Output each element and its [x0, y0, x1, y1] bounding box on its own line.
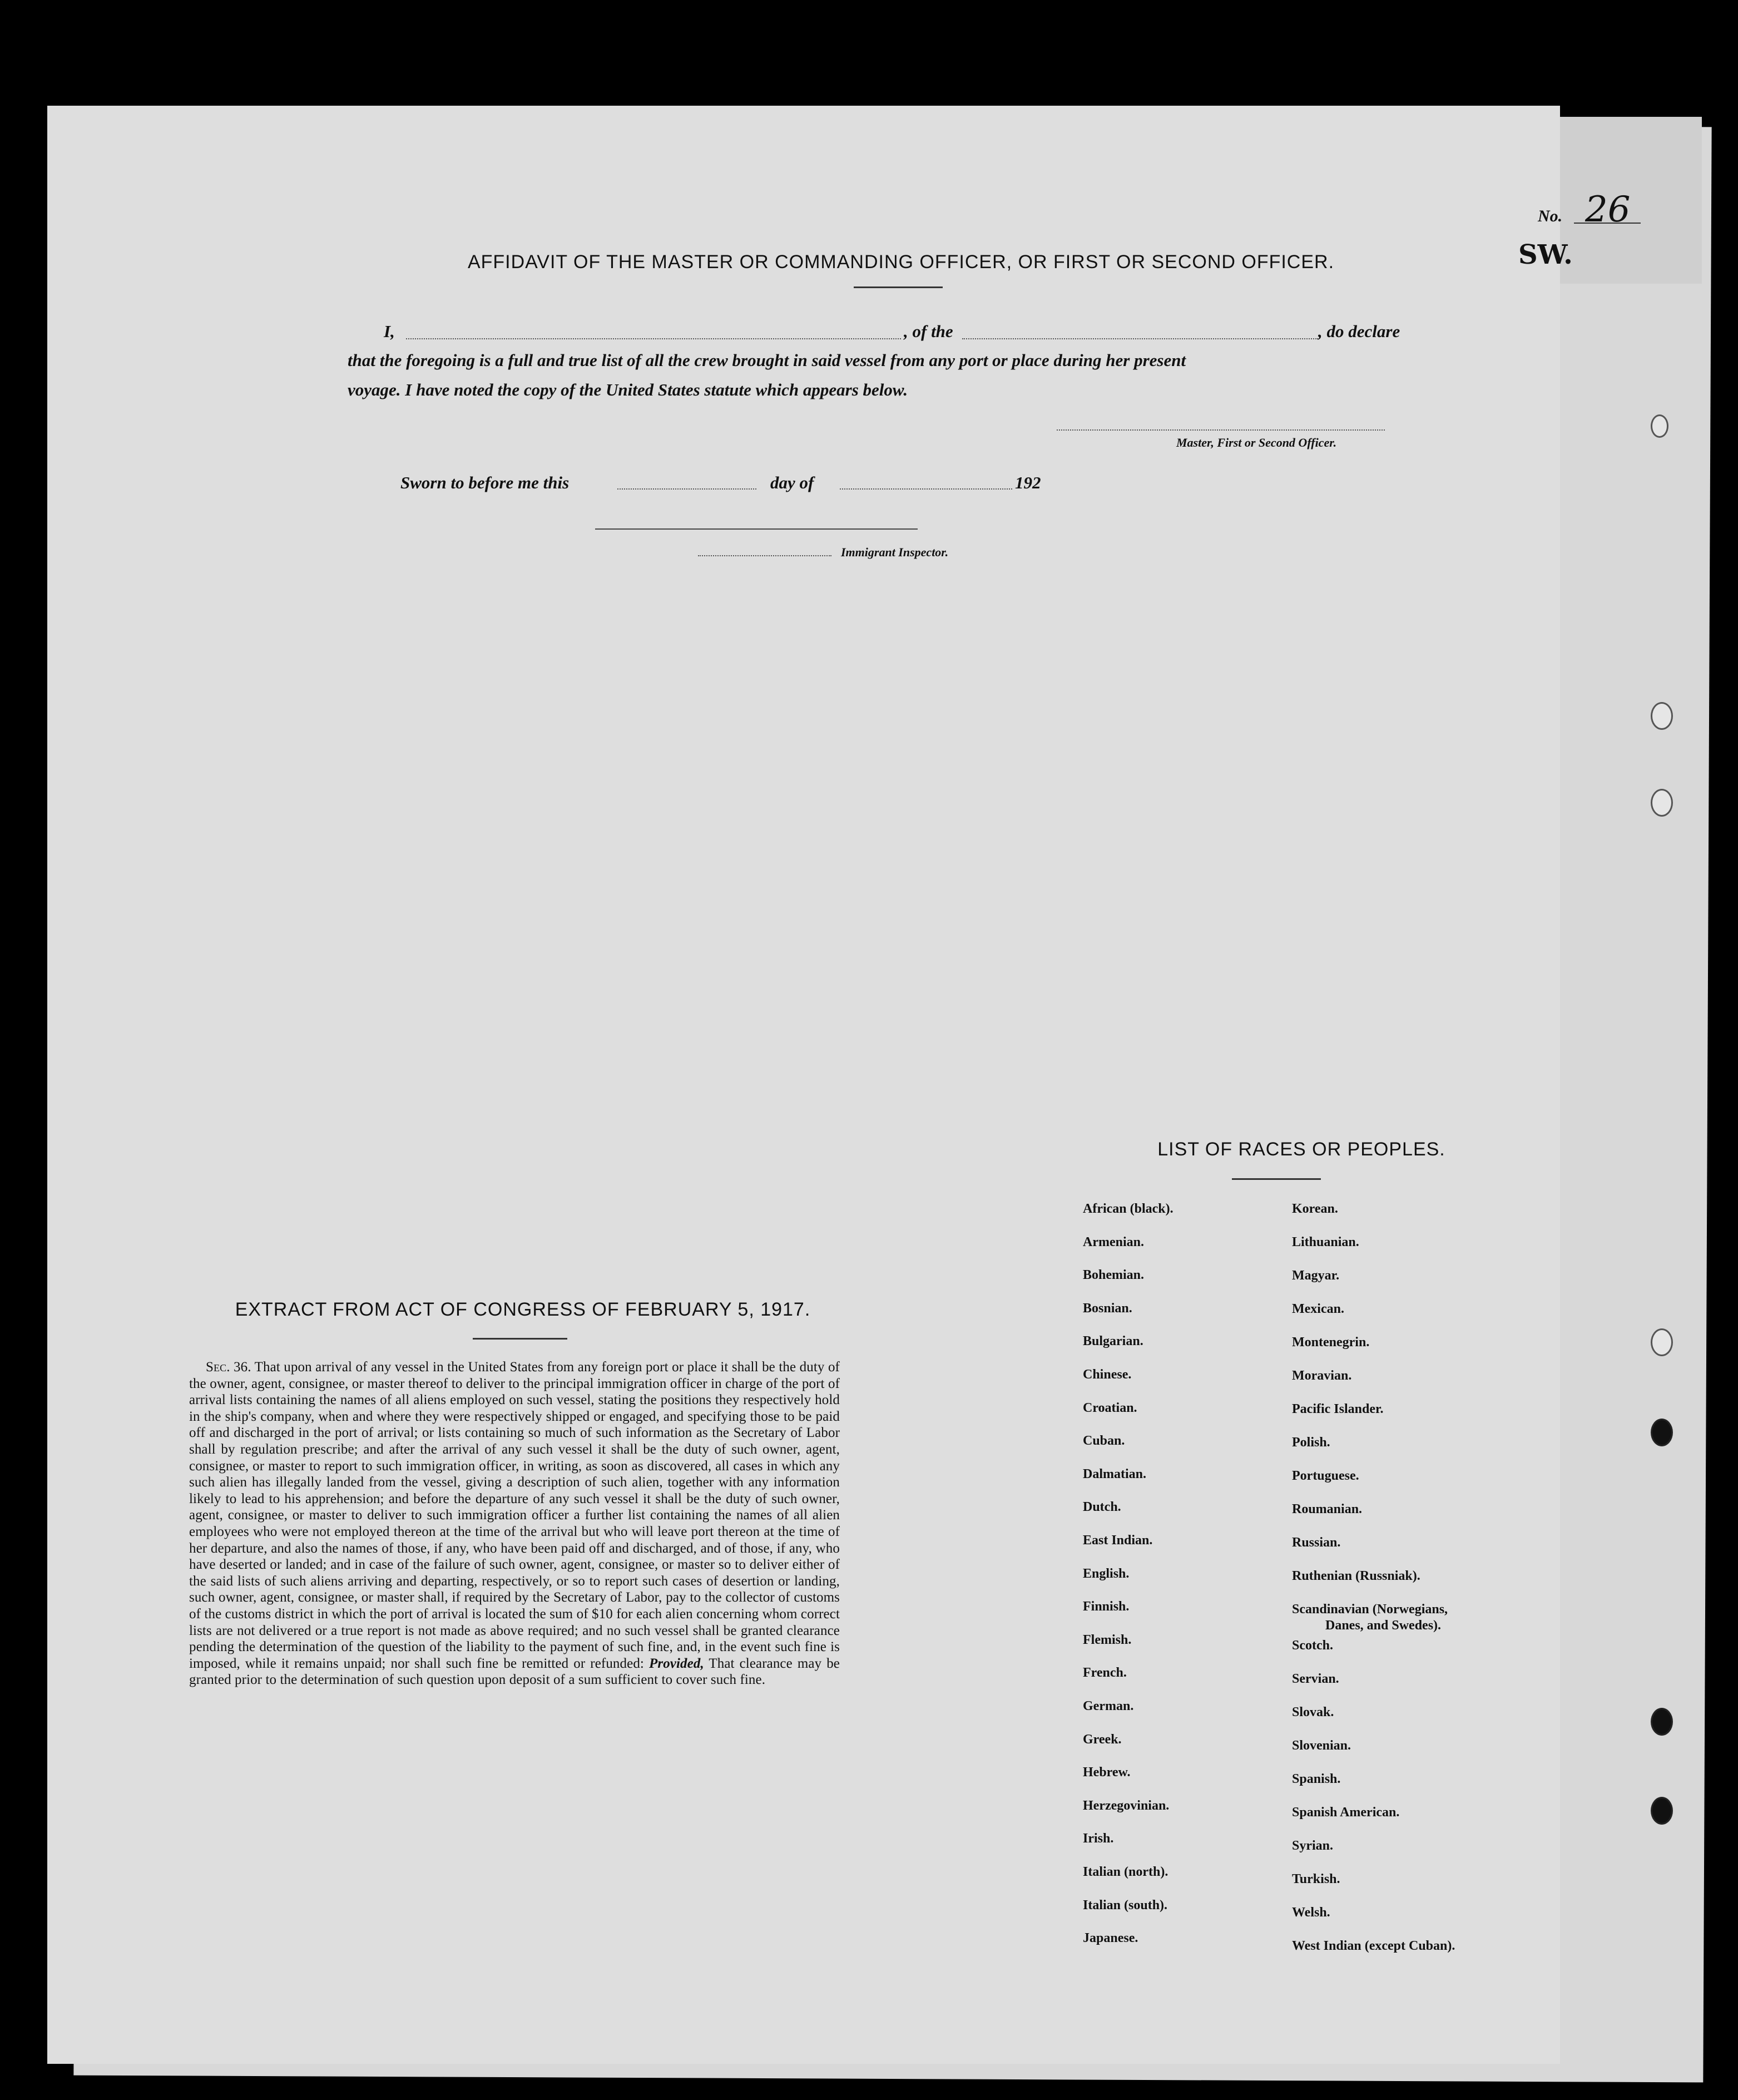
- race-item: Japanese.: [1083, 1931, 1138, 1945]
- vessel-field-line: [962, 338, 1318, 339]
- race-item: Servian.: [1292, 1672, 1339, 1686]
- race-item: Herzegovinian.: [1083, 1798, 1170, 1813]
- binder-hole: [1651, 1419, 1673, 1446]
- race-item: Moravian.: [1292, 1368, 1352, 1383]
- binder-hole: [1651, 789, 1673, 817]
- binder-hole: [1651, 1708, 1673, 1736]
- signature-line: [1057, 429, 1385, 431]
- sworn-month-line: [840, 488, 1012, 490]
- race-item: West Indian (except Cuban).: [1292, 1939, 1455, 1953]
- page-number-label: No.: [1538, 207, 1563, 225]
- affidavit-title-rule: [854, 286, 943, 288]
- race-item: Mexican.: [1292, 1302, 1344, 1316]
- race-item: Spanish.: [1292, 1772, 1341, 1786]
- extract-body: [189, 1359, 840, 1688]
- signature-caption: Master, First or Second Officer.: [1176, 436, 1337, 449]
- race-item: English.: [1083, 1567, 1130, 1581]
- binder-hole: [1651, 414, 1668, 438]
- race-item: German.: [1083, 1699, 1134, 1713]
- extract-proviso-label: Provided,: [649, 1656, 704, 1671]
- races-title: LIST OF RACES OR PEOPLES.: [1157, 1139, 1445, 1160]
- affidavit-do-declare: , do declare: [1318, 322, 1400, 341]
- inspector-signature-line: [595, 528, 918, 530]
- race-item: Pacific Islander.: [1292, 1402, 1384, 1416]
- race-item: French.: [1083, 1666, 1127, 1680]
- sworn-prefix: Sworn to before me this: [400, 473, 570, 492]
- race-item: Bohemian.: [1083, 1268, 1145, 1282]
- race-item: Lithuanian.: [1292, 1235, 1359, 1249]
- sworn-day-line: [617, 488, 756, 490]
- race-item: Slovenian.: [1292, 1738, 1351, 1753]
- race-item: Greek.: [1083, 1732, 1122, 1747]
- race-item: Danes, and Swedes).: [1325, 1618, 1442, 1633]
- binder-hole: [1651, 1797, 1673, 1825]
- race-item: Welsh.: [1292, 1905, 1330, 1920]
- race-item: Korean.: [1292, 1202, 1338, 1216]
- race-item: Ruthenian (Russniak).: [1292, 1569, 1420, 1583]
- race-item: Italian (north).: [1083, 1865, 1168, 1879]
- extract-section-label: Sec. 36.: [206, 1360, 251, 1375]
- race-item: Turkish.: [1292, 1872, 1340, 1886]
- races-title-rule: [1232, 1178, 1321, 1180]
- race-item: Dalmatian.: [1083, 1467, 1146, 1481]
- race-item: Dutch.: [1083, 1500, 1121, 1514]
- race-item: Spanish American.: [1292, 1805, 1400, 1820]
- binder-hole: [1651, 1328, 1673, 1356]
- inspector-dotted-line: [698, 555, 831, 556]
- extract-title-rule: [473, 1338, 567, 1340]
- affidavit-statement-line2: voyage. I have noted the copy of the United States statute which appears below.: [348, 380, 908, 399]
- race-item: Roumanian.: [1292, 1502, 1363, 1516]
- name-field-line: [406, 338, 901, 339]
- race-item: Syrian.: [1292, 1839, 1334, 1853]
- race-item: Finnish.: [1083, 1599, 1130, 1614]
- affidavit-title: AFFIDAVIT OF THE MASTER OR COMMANDING OFFICER, OR FIRST OR SECOND OFFICER.: [467, 251, 1335, 273]
- sworn-day-of: day of: [770, 473, 814, 492]
- race-item: Armenian.: [1083, 1235, 1144, 1249]
- affidavit-statement-line1: that the foregoing is a full and true list of all the crew brought in said vessel from any port or place during her present: [348, 350, 1186, 370]
- race-item: Italian (south).: [1083, 1898, 1168, 1913]
- race-item: East Indian.: [1083, 1533, 1153, 1548]
- race-item: Russian.: [1292, 1535, 1341, 1550]
- race-item: Montenegrin.: [1292, 1335, 1370, 1350]
- page-number-value: 26: [1585, 189, 1631, 230]
- race-item: Polish.: [1292, 1435, 1330, 1450]
- extract-proviso-text: That clearance may be granted prior to the determination of such question upon deposit of a sum sufficient to cover such fine.: [189, 1656, 840, 1688]
- affidavit-i: I,: [384, 322, 395, 341]
- race-item: Scotch.: [1292, 1638, 1333, 1653]
- page-number-underline: [1574, 223, 1641, 224]
- handwritten-mark: SW.: [1518, 239, 1573, 270]
- race-item: African (black).: [1083, 1202, 1173, 1216]
- race-item: Flemish.: [1083, 1633, 1132, 1647]
- race-item: Hebrew.: [1083, 1765, 1131, 1780]
- race-item: Bosnian.: [1083, 1301, 1132, 1316]
- inspector-caption: Immigrant Inspector.: [841, 545, 949, 559]
- race-item: Irish.: [1083, 1831, 1114, 1846]
- binder-hole: [1651, 702, 1673, 730]
- race-item: Croatian.: [1083, 1401, 1137, 1415]
- race-item: Bulgarian.: [1083, 1334, 1143, 1348]
- affidavit-of-the: , of the: [904, 322, 953, 341]
- race-item: Slovak.: [1292, 1705, 1334, 1719]
- extract-body-text: That upon arrival of any vessel in the United States from any foreign port or place it shall be the duty of the owner, agent, consignee, or master thereof to deliver to the principal immigration officer in charge of the port of arrival lists containing the names of all aliens employed on such vessel, stating the positions they respectively hold in the ship's company, when and where they were respectively shipped or engaged, and specifying those to be paid off and discharged in the port of arrival; or lists containing so much of such information as the Secretary of Labor shall by regulation prescribe; and after the arrival of any such vessel it shall be the duty of such owner, agent, consignee, or master to report to such immigration officer, in writing, as soon as discovered, all cases in which any such alien has illegally landed from the vessel, giving a description of such alien, together with any information likely to lead to his apprehension; and before the departure of any such vessel it shall be the duty of such owner, agent, consignee, or master to deliver to such immigration officer a further list containing the names of all alien employees who were not employed thereon at the time of the arrival but who will leave port thereon at the time of her departure, and also the names of those, if any, who have been paid off and discharged, and of those, if any, who have deserted or landed; and in case of the failure of such owner, agent, consignee, or master so to deliver either of the said lists of such aliens arriving and departing, respectively, or so to report such cases of desertion or landing, such owner, agent, consignee, or master shall, if required by the Secretary of Labor, pay to the collector of customs of the customs district in which the port of arrival is located the sum of $10 for each alien concerning whom correct lists are not delivered or a true report is not made as above required; and no such vessel shall be granted clearance pending the determination of the question of the liability to the payment of such fine, and, in the event such fine is imposed, while it remains unpaid; nor shall such fine be remitted or refunded:: [189, 1360, 840, 1671]
- extract-title: EXTRACT FROM ACT OF CONGRESS OF FEBRUARY 5, 1917.: [235, 1299, 811, 1320]
- sworn-year: 192: [1015, 473, 1041, 492]
- race-item: Cuban.: [1083, 1434, 1125, 1448]
- race-item: Scandinavian (Norwegians,: [1292, 1602, 1448, 1617]
- race-item: Portuguese.: [1292, 1469, 1359, 1483]
- race-item: Magyar.: [1292, 1268, 1340, 1283]
- race-item: Chinese.: [1083, 1367, 1132, 1382]
